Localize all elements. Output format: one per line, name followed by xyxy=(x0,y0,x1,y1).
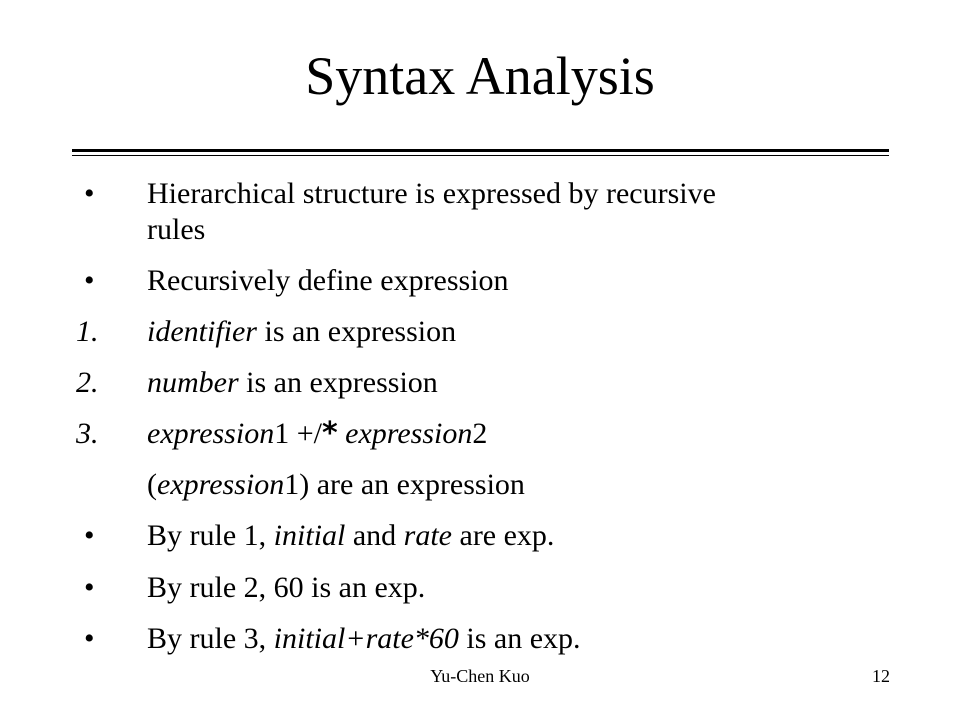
bullet-marker: • xyxy=(84,571,95,604)
list-item-text xyxy=(147,263,877,299)
text-run: are exp. xyxy=(452,519,555,552)
list-item-text xyxy=(147,518,877,554)
list-item-text xyxy=(147,467,877,503)
list-item-text xyxy=(147,416,877,452)
text-run: rules xyxy=(147,213,206,246)
list-item-text xyxy=(147,314,877,350)
text-run: ( xyxy=(147,468,157,501)
number-marker: 3. xyxy=(76,417,99,450)
title-divider-thin xyxy=(72,155,889,156)
footer-page-number: 12 xyxy=(872,666,890,686)
number-marker: 1. xyxy=(76,315,99,348)
text-run: and xyxy=(345,519,404,552)
text-run-italic: expression xyxy=(147,417,275,450)
text-run-italic: identifier xyxy=(147,315,257,348)
text-run-italic: expression xyxy=(345,417,473,450)
asterisk-glyph: * xyxy=(321,416,338,451)
text-run: 2 xyxy=(472,417,488,450)
text-run-italic: expression xyxy=(157,468,285,501)
text-run: is an expression xyxy=(256,315,457,348)
list-item-text xyxy=(147,176,877,248)
text-run-italic: initial+rate*60 xyxy=(273,622,459,655)
bullet-marker: • xyxy=(84,622,95,655)
list-item-text xyxy=(147,570,877,606)
bullet-marker: • xyxy=(84,177,95,210)
text-run: By rule 3, xyxy=(147,622,274,655)
text-run: By rule 2, 60 is an exp. xyxy=(147,571,426,604)
footer-author: Yu-Chen Kuo xyxy=(430,666,530,686)
text-run: 1 +/ xyxy=(274,417,322,450)
text-run-italic: initial xyxy=(273,519,346,552)
bullet-marker: • xyxy=(84,264,95,297)
text-run: is an expression xyxy=(238,366,438,399)
text-run-italic: number xyxy=(147,366,239,399)
text-run: By rule 1, xyxy=(147,519,274,552)
text-run: is an exp. xyxy=(458,622,581,655)
text-run: Recursively define expression xyxy=(147,264,509,297)
title-divider-thick xyxy=(72,149,889,152)
text-run-italic: rate xyxy=(403,519,452,552)
list-item-text xyxy=(147,365,877,401)
bullet-marker: • xyxy=(84,519,95,552)
text-run: Hierarchical structure is expressed by recursive xyxy=(147,177,716,210)
text-run: 1) are an expression xyxy=(284,468,525,501)
number-marker: 2. xyxy=(76,366,99,399)
list-item-text xyxy=(147,621,877,657)
slide-title: Syntax Analysis xyxy=(305,46,655,106)
